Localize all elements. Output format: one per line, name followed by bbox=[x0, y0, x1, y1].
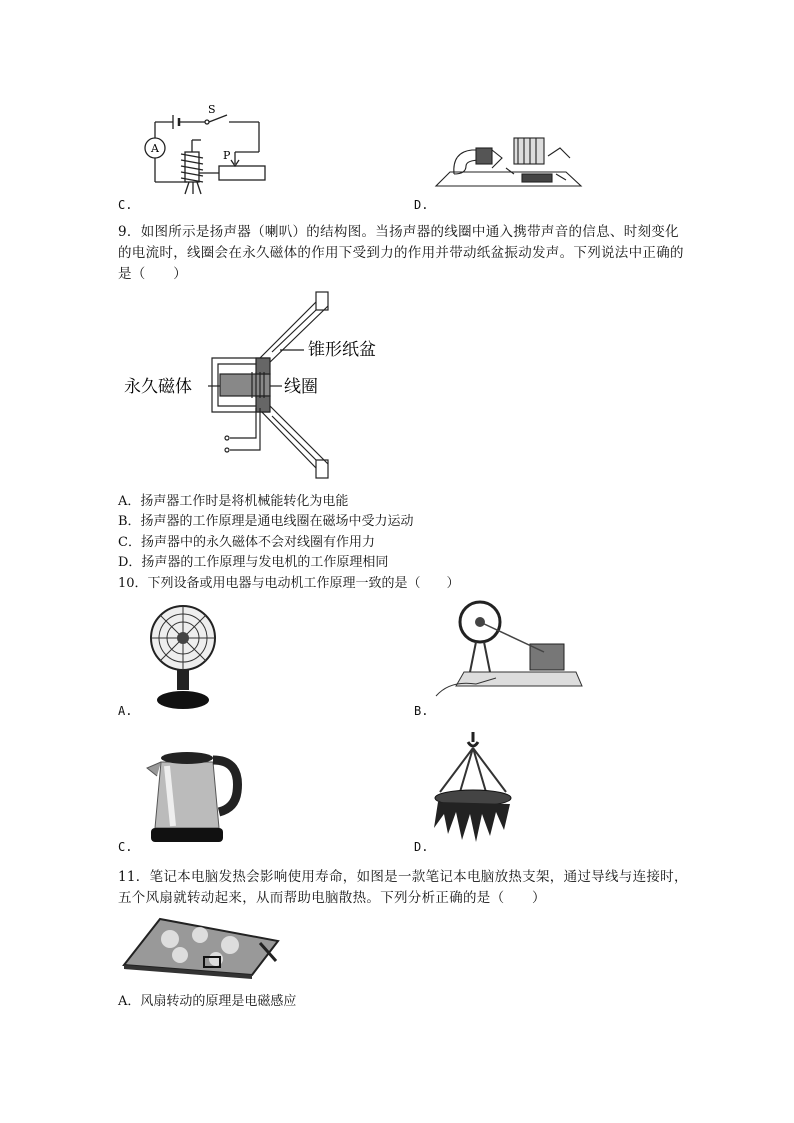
question-10-stem: 10．下列设备或用电器与电动机工作原理一致的是（ ） bbox=[118, 576, 460, 591]
q9-option-a: A．扬声器工作时是将机械能转化为电能 bbox=[118, 494, 349, 509]
q10-option-c-letter: C. bbox=[118, 840, 133, 854]
magnet-label: 永久磁体 bbox=[124, 377, 192, 397]
speaker-diagram bbox=[120, 288, 390, 483]
q9-option-d: D．扬声器的工作原理与发电机的工作原理相同 bbox=[118, 555, 389, 570]
motor-apparatus-d bbox=[436, 128, 581, 198]
option-d-letter: D. bbox=[414, 198, 429, 212]
q10-option-d-letter: D. bbox=[414, 840, 429, 854]
q10-option-a-letter: A. bbox=[118, 704, 133, 718]
switch-label: S bbox=[208, 103, 216, 116]
slider-label: P bbox=[223, 149, 231, 162]
q9-option-b: B．扬声器的工作原理是通电线圈在磁场中受力运动 bbox=[118, 514, 414, 529]
electromagnet-crane-image bbox=[430, 730, 516, 848]
ammeter-label: A bbox=[151, 142, 159, 155]
electric-fan-image bbox=[143, 604, 223, 712]
laptop-cooling-stand-image bbox=[120, 915, 280, 981]
cone-label: 锥形纸盆 bbox=[308, 340, 376, 360]
coil-label: 线圈 bbox=[284, 377, 318, 397]
question-11-stem: 11．笔记本电脑发热会影响使用寿命，如图是一款笔记本电脑放热支架，通过导线与连接时，五个风扇就转动起来，从而帮助电脑散热。下列分析正确的是（ ） bbox=[118, 869, 688, 906]
q10-option-b-letter: B. bbox=[414, 704, 429, 718]
q9-option-c: C．扬声器中的永久磁体不会对线圈有作用力 bbox=[118, 535, 375, 550]
generator-model-image bbox=[436, 600, 586, 700]
q11-option-a: A．风扇转动的原理是电磁感应 bbox=[118, 994, 297, 1009]
option-c-letter: C. bbox=[118, 198, 133, 212]
electric-kettle-image bbox=[143, 742, 243, 848]
question-9-stem: 9．如图所示是扬声器（喇叭）的结构图。当扬声器的线圈中通入携带声音的信息、时刻变化的电流时，线圈会在永久磁体的作用下受到力的作用并带动纸盆振动发声。下列说法中正确的是（ ） bbox=[118, 224, 684, 282]
circuit-diagram-c bbox=[135, 100, 275, 195]
